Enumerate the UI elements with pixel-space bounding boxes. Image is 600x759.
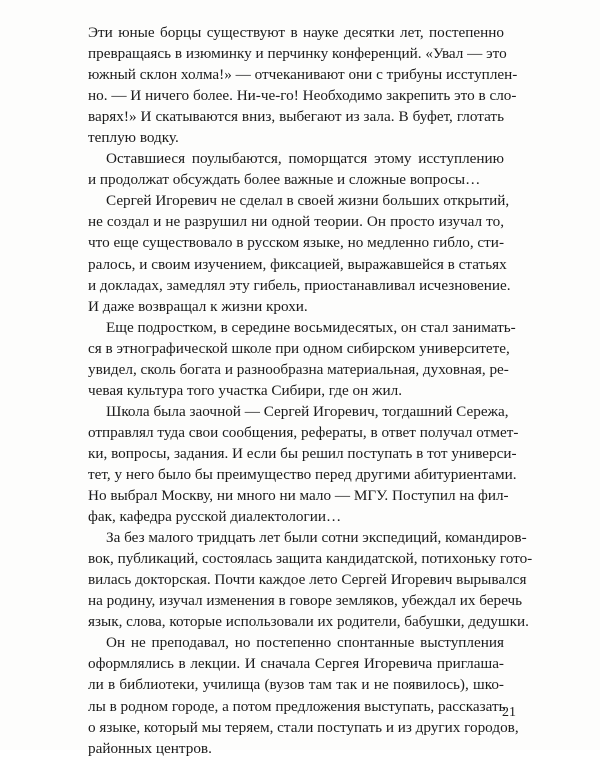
text-line: районных центров.: [88, 739, 212, 757]
text-line: Но выбрал Москву, ни много ни мало — МГУ. Поступил на фил-: [88, 487, 509, 505]
text-line: тет, у него было бы преимущество перед другими абитуриентами.: [88, 465, 517, 483]
text-line: отправлял туда свои сообщения, рефераты, в ответ получал отмет-: [88, 423, 519, 441]
text-line: увидел, сколь богата и разнообразна материальная, духовная, ре-: [88, 360, 509, 378]
text-line: что еще существовало в русском языке, но медленно гибло, сти-: [88, 234, 504, 252]
paragraph-first-line: Еще подростком, в середине восьмидесятых, он стал занимать-: [106, 318, 516, 336]
text-line: язык, слова, которые использовали их родители, бабушки, дедушки.: [88, 613, 529, 631]
text-line: ки, вопросы, задания. И если бы решил поступать в тот универси-: [88, 444, 517, 462]
text-line: превращаясь в изюминку и перчинку конференций. «Увал — это: [88, 45, 507, 63]
text-line: вилась докторская. Почти каждое лето Сергей Игоревич вырывался: [88, 571, 527, 589]
text-line: и докладах, замедлял эту гибель, приостанавливал исчезновение.: [88, 276, 511, 294]
text-line: чевая культура того участка Сибири, где он жил.: [88, 381, 403, 399]
paragraph-first-line: Он не преподавал, но постепенно спонтанные выступления: [106, 634, 504, 652]
text-line: на родину, изучал изменения в говоре земляков, убеждал их беречь: [88, 592, 523, 610]
text-line: вок, публикаций, состоялась защита кандидатской, потихоньку гото-: [88, 550, 533, 568]
text-line: южный склон холма!» — отчеканивают они с трибуны исступлен-: [88, 66, 518, 84]
paragraph-first-line: За без малого тридцать лет были сотни экспедиций, командиров-: [106, 529, 527, 547]
paragraph-first-line: Оставшиеся поулыбаются, поморщатся этому исступлению: [106, 150, 504, 168]
text-line: о языке, который мы теряем, стали поступать и из других городов,: [88, 718, 519, 736]
text-line: лы в родном городе, а потом предложения выступать, рассказать: [88, 697, 506, 715]
text-line: ралось, и своим изучением, фиксацией, выражавшейся в статьях: [88, 255, 507, 273]
text-line: ли в библиотеки, училища (вузов там так и не появилось), шко-: [88, 676, 504, 694]
paragraph-first-line: Сергей Игоревич не сделал в своей жизни больших открытий,: [106, 192, 510, 210]
text-line: оформлялись в лекции. И сначала Сергея Игоревича приглаша-: [88, 655, 504, 673]
paragraph-first-line: Школа была заочной — Сергей Игоревич, тогдашний Сережа,: [106, 402, 509, 420]
page-number: 21: [502, 705, 516, 720]
text-line: и продолжат обсуждать более важные и сложные вопросы…: [88, 171, 481, 189]
text-line: ся в этнографической школе при одном сибирском университете,: [88, 339, 510, 357]
text-line: варях!» И скатываются вниз, выбегают из зала. В буфет, глотать: [88, 108, 504, 126]
text-line: теплую водку.: [88, 129, 179, 147]
text-line: не создал и не разрушил ни одной теории. Он просто изучал то,: [88, 213, 504, 231]
text-line: фак, кафедра русской диалектологии…: [88, 508, 342, 526]
text-line: И даже возвращал к жизни крохи.: [88, 297, 308, 315]
text-line: Эти юные борцы существуют в науке десятки лет, постепенно: [88, 24, 504, 41]
text-line: но. — И ничего более. Ни-че-го! Необходимо закрепить это в сло-: [88, 87, 517, 105]
